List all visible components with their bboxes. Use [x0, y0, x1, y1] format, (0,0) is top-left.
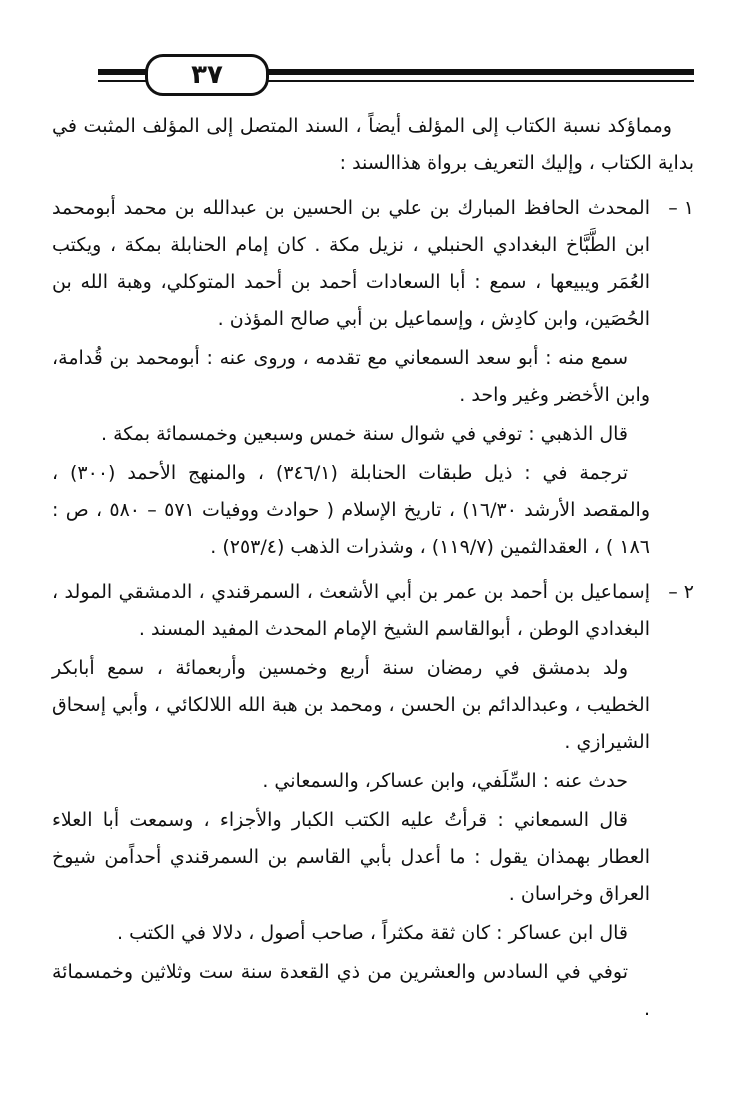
entry-1-students: سمع منه : أبو سعد السمعاني مع تقدمه ، وروى عنه : أبومحمد بن قُدامة، وابن الأخضر وغير واحد .: [52, 347, 650, 406]
entry-2-asakir-quote: قال ابن عساكر : كان ثقة مكثراً ، صاحب أصول ، دلالا في الكتب .: [117, 922, 628, 944]
entry-1: [52, 190, 694, 566]
entry-2: [52, 574, 694, 1028]
entry-1-death: قال الذهبي : توفي في شوال سنة خمس وسبعين وخمسمائة بمكة .: [101, 423, 628, 445]
entry-number: ٢ –: [668, 581, 694, 603]
page-header: [98, 52, 694, 98]
page-body: [52, 108, 694, 1028]
entry-2-birth: ولد بدمشق في رمضان سنة أربع وخمسين وأربعمائة ، سمع أبابكر الخطيب ، وعبدالدائم بن الحسن ، ومحمد بن هبة الله اللالكائي ، وأبي إسحاق الشيرازي .: [52, 657, 650, 753]
entry-2-death: توفي في السادس والعشرين من ذي القعدة سنة ست وثلاثين وخمسمائة .: [52, 961, 650, 1020]
entry-1-sources: ترجمة في : ذيل طبقات الحنابلة (٣٤٦/١) ، والمنهج الأحمد (٣٠٠) ، والمقصد الأرشد ١٦/٣٠) ، تاريخ الإسلام ( حوادث ووفيات ٥٧١ – ٥٨٠ ، ص : ١٨٦ ) ، العقدالثمين (١١٩/٧) ، وشذرات الذهب (٢٥٣/٤) .: [52, 462, 650, 558]
entry-2-narrators: حدث عنه : السِّلَفي، وابن عساكر، والسمعاني .: [262, 770, 628, 792]
intro-paragraph: ومماؤكد نسبة الكتاب إلى المؤلف أيضاً ، السند المتصل إلى المؤلف المثبت في بداية الكتاب ، وإليك التعريف برواة هذاالسند :: [52, 115, 694, 174]
entry-2-samani-quote: قال السمعاني : قرأتُ عليه الكتب الكبار والأجزاء ، وسمعت أبا العلاء العطار بهمذان يقول : ما أعدل بأبي القاسم بن السمرقندي أحداًمن شيوخ العراق وخراسان .: [52, 809, 650, 905]
page-number: ٣٧: [145, 54, 269, 96]
entry-1-bio: المحدث الحافظ المبارك بن علي بن الحسين بن عبدالله بن محمد أبومحمد ابن الطَّبَّاخ البغدادي الحنبلي ، نزيل مكة . كان إمام الحنابلة بمكة ، ويكتب العُمَر ويبيعها ، سمع : أبا السعادات أحمد بن أحمد المتوكلي، وهبة الله بن الحُصَين، وابن كادِش ، وإسماعيل بن أبي صالح المؤذن .: [52, 197, 650, 330]
entry-number: ١ –: [668, 197, 694, 219]
entry-2-bio: إسماعيل بن أحمد بن عمر بن أبي الأشعث ، السمرقندي ، الدمشقي المولد ، البغدادي الوطن ، أبوالقاسم الشيخ الإمام المحدث المفيد المسند .: [52, 581, 650, 640]
